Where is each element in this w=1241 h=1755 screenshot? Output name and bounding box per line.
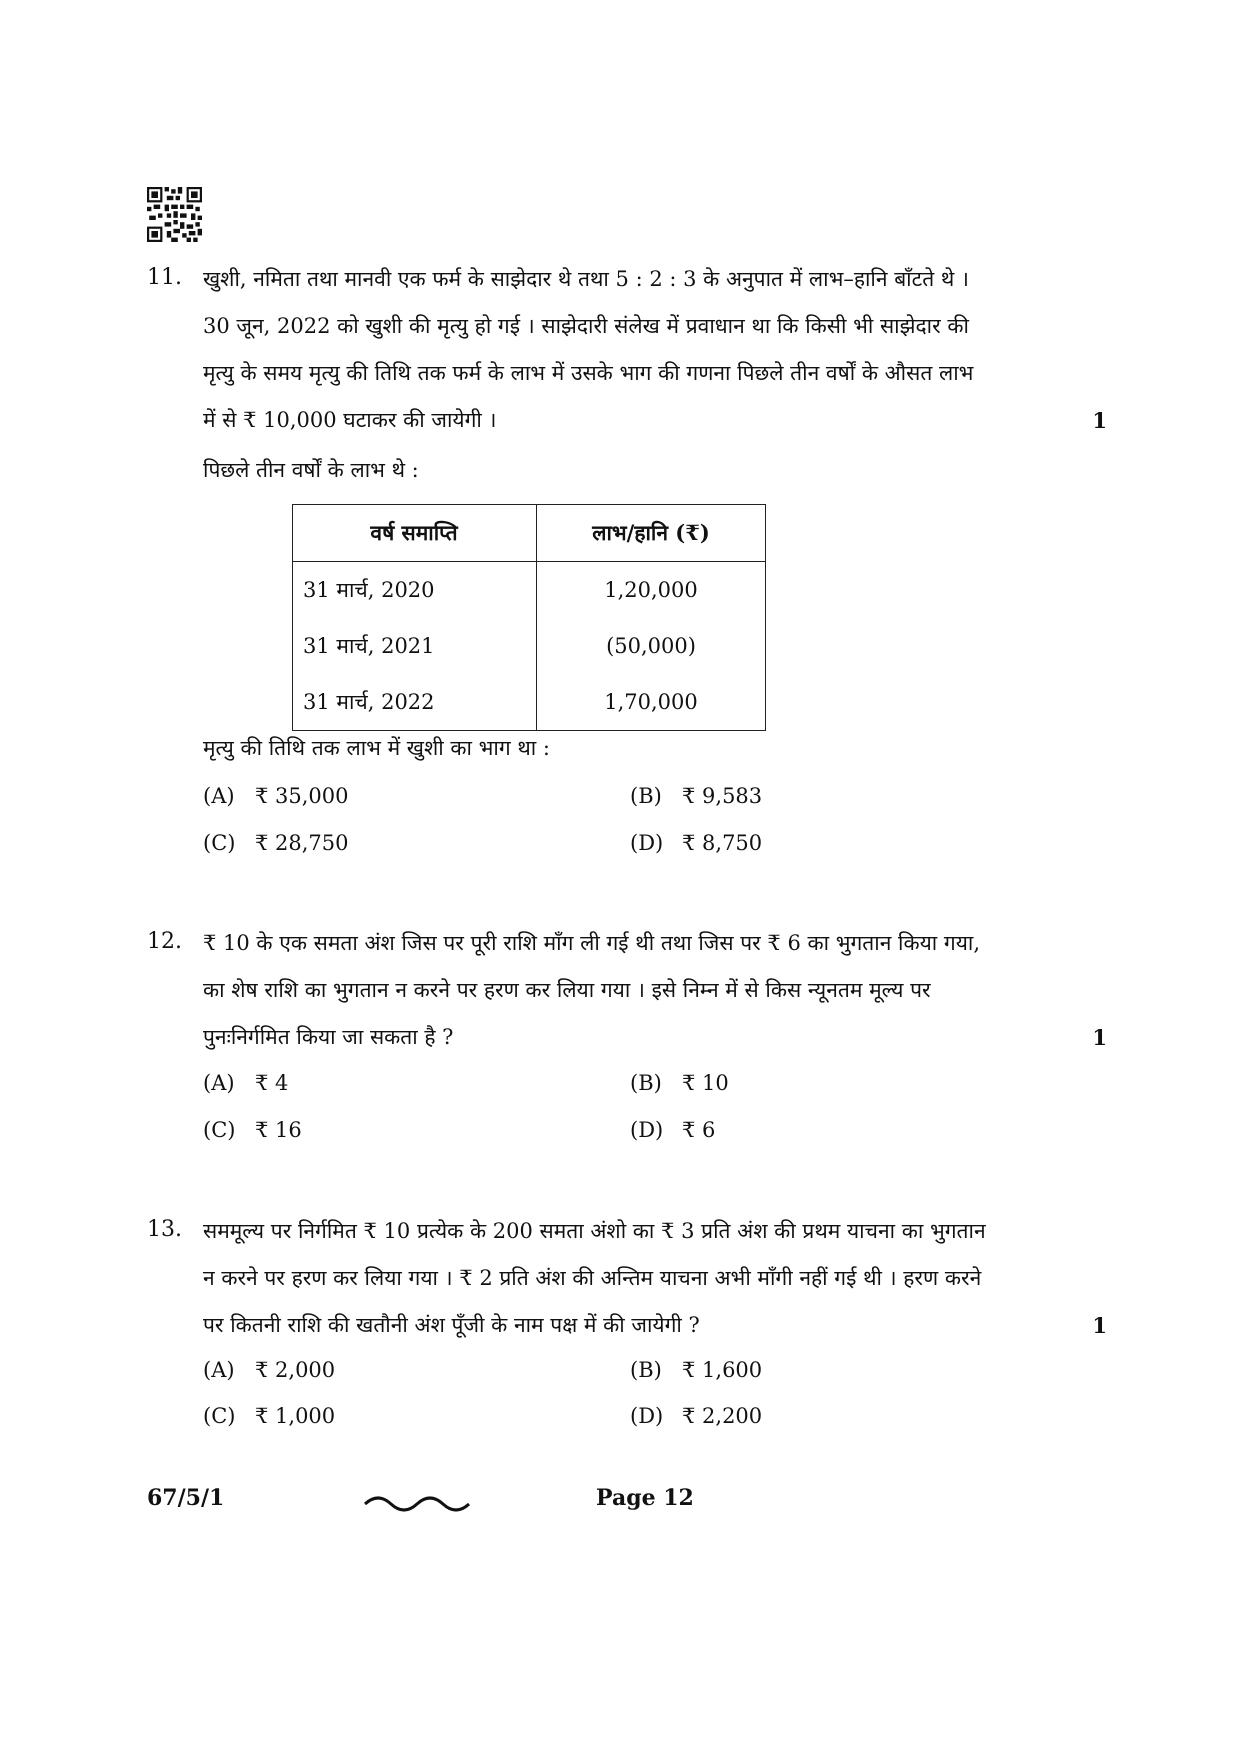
marks: 1 xyxy=(1092,1025,1107,1050)
option-value: ₹ 6 xyxy=(682,1118,716,1142)
option-label: (A) xyxy=(203,784,235,808)
option-c xyxy=(203,1404,335,1428)
table-cell-year: 31 मार्च, 2021 xyxy=(293,618,537,674)
table-row xyxy=(293,618,766,674)
option-b xyxy=(630,784,762,808)
option-d xyxy=(630,1404,762,1428)
question-text xyxy=(203,1208,1058,1349)
question-line: मृत्यु के समय मृत्यु की तिथि तक फर्म के लाभ में उसके भाग की गणना पिछले तीन वर्षों के औसत लाभ xyxy=(203,361,974,385)
question-text xyxy=(203,920,1058,1061)
option-value: ₹ 10 xyxy=(682,1071,729,1095)
option-value: ₹ 35,000 xyxy=(255,784,349,808)
option-label: (B) xyxy=(630,784,662,808)
question-line: में से ₹ 10,000 घटाकर की जायेगी । xyxy=(203,408,497,432)
question-text xyxy=(203,256,1058,444)
option-c xyxy=(203,831,349,855)
question-line: 30 जून, 2022 को खुशी की मृत्यु हो गई । साझेदारी संलेख में प्रवाधान था कि किसी भी साझेदार की xyxy=(203,314,969,338)
question-line: पर कितनी राशि की खतौनी अंश पूँजी के नाम पक्ष में की जायेगी ? xyxy=(203,1313,700,1337)
option-label: (D) xyxy=(630,831,664,855)
table-header-year: वर्ष समाप्ति xyxy=(293,505,537,562)
option-label: (C) xyxy=(203,1404,236,1428)
option-a xyxy=(203,784,349,808)
question-line: सममूल्य पर निर्गमित ₹ 10 प्रत्येक के 200 समता अंशो का ₹ 3 प्रति अंश की प्रथम याचना का भुगतान xyxy=(203,1219,986,1243)
option-d xyxy=(630,1118,715,1142)
option-label: (A) xyxy=(203,1071,235,1095)
option-label: (C) xyxy=(203,831,236,855)
option-c xyxy=(203,1118,302,1142)
option-value: ₹ 4 xyxy=(255,1071,289,1095)
question-line: न करने पर हरण कर लिया गया । ₹ 2 प्रति अंश की अन्तिम याचना अभी माँगी नहीं गई थी । हरण करने xyxy=(203,1266,982,1290)
question-line: का शेष राशि का भुगतान न करने पर हरण कर लिया गया । इसे निम्न में से किस न्यूनतम मूल्य पर xyxy=(203,978,931,1002)
paper-code: 67/5/1 xyxy=(147,1485,225,1511)
option-value: ₹ 16 xyxy=(255,1118,302,1142)
question-line: पुनःनिर्गमित किया जा सकता है ? xyxy=(203,1025,454,1049)
option-label: (D) xyxy=(630,1404,664,1428)
option-value: ₹ 8,750 xyxy=(682,831,763,855)
table-row xyxy=(293,674,766,731)
question-number: 11. xyxy=(147,265,182,290)
option-label: (A) xyxy=(203,1358,235,1382)
table-cell-profit: (50,000) xyxy=(537,618,766,674)
table-cell-year: 31 मार्च, 2022 xyxy=(293,674,537,731)
table-header-profit: लाभ/हानि (₹) xyxy=(537,505,766,562)
table-cell-profit: 1,70,000 xyxy=(537,674,766,731)
table-row xyxy=(293,562,766,619)
option-value: ₹ 1,000 xyxy=(255,1404,336,1428)
marks: 1 xyxy=(1092,1313,1107,1338)
qr-code xyxy=(147,187,202,242)
option-label: (B) xyxy=(630,1358,662,1382)
option-value: ₹ 2,000 xyxy=(255,1358,336,1382)
option-d xyxy=(630,831,762,855)
profit-table xyxy=(292,504,766,731)
table-cell-profit: 1,20,000 xyxy=(537,562,766,619)
marks: 1 xyxy=(1092,408,1107,433)
page-number: Page 12 xyxy=(596,1485,694,1511)
option-a xyxy=(203,1071,288,1095)
option-b xyxy=(630,1071,729,1095)
option-label: (C) xyxy=(203,1118,236,1142)
question-line: ₹ 10 के एक समता अंश जिस पर पूरी राशि माँग ली गई थी तथा जिस पर ₹ 6 का भुगतान किया गया, xyxy=(203,931,981,955)
question-stem: मृत्यु की तिथि तक लाभ में खुशी का भाग था : xyxy=(203,736,550,760)
question-number: 13. xyxy=(147,1217,182,1242)
option-a xyxy=(203,1358,335,1382)
option-value: ₹ 2,200 xyxy=(682,1404,763,1428)
option-b xyxy=(630,1358,762,1382)
wave-ornament xyxy=(363,1490,471,1514)
table-intro: पिछले तीन वर्षों के लाभ थे : xyxy=(203,458,419,482)
question-number: 12. xyxy=(147,929,182,954)
option-label: (D) xyxy=(630,1118,664,1142)
option-value: ₹ 28,750 xyxy=(255,831,349,855)
option-value: ₹ 1,600 xyxy=(682,1358,763,1382)
question-line: खुशी, नमिता तथा मानवी एक फर्म के साझेदार थे तथा 5 : 2 : 3 के अनुपात में लाभ–हानि बाँटते थे । xyxy=(203,267,969,291)
option-label: (B) xyxy=(630,1071,662,1095)
option-value: ₹ 9,583 xyxy=(682,784,763,808)
table-cell-year: 31 मार्च, 2020 xyxy=(293,562,537,619)
